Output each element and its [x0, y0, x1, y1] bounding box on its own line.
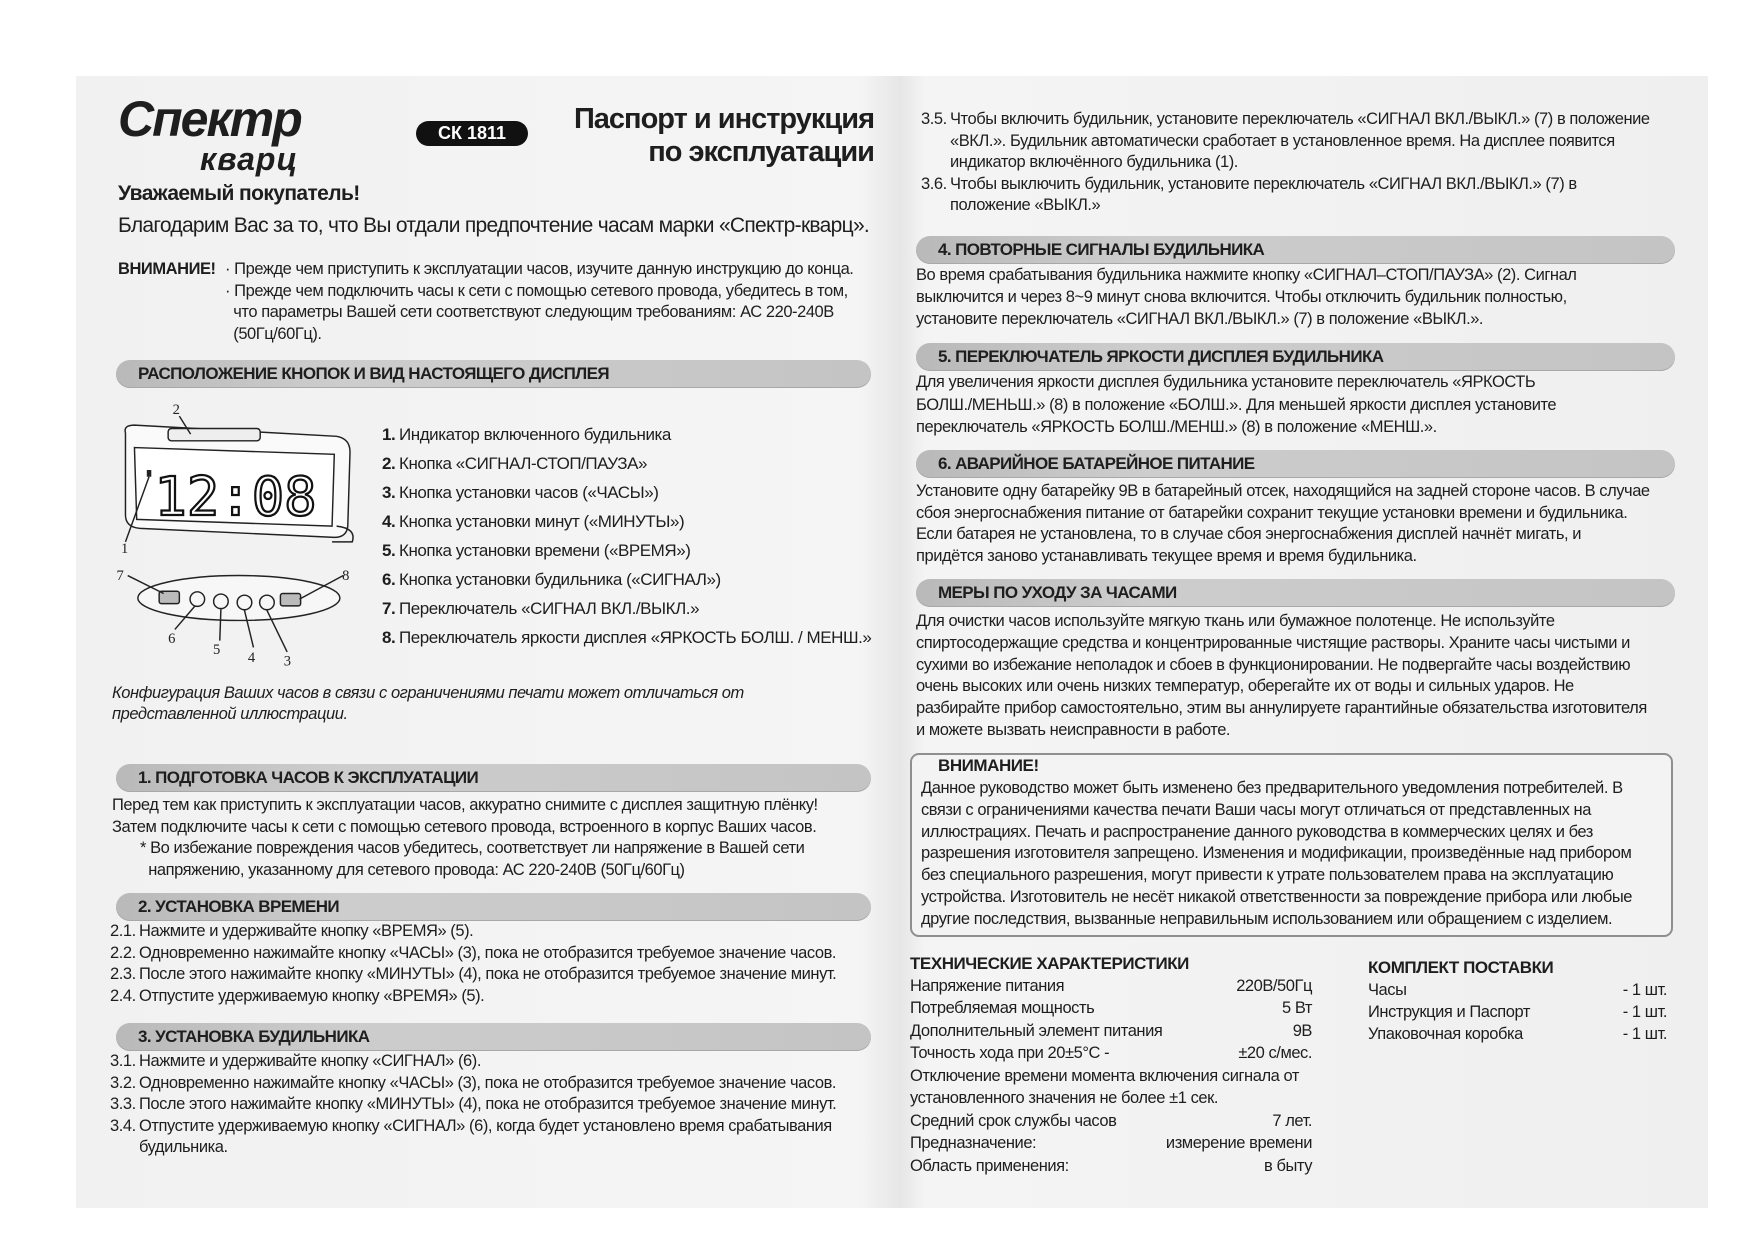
text-line: · Прежде чем приступить к эксплуатации часов, изучите данную инструкцию до конца.: [225, 260, 854, 278]
section-header-care: [916, 579, 1675, 607]
callout-8: 8: [342, 568, 350, 585]
callout-3: 3: [283, 653, 292, 669]
callout-1: 1: [120, 541, 129, 558]
text-line: сбоя энергоснабжения питание от батарейки сохранит текущие установки времени и будильника.: [916, 503, 1628, 522]
text-line: Одновременно нажимайте кнопку «ЧАСЫ» (3), пока не отобразится требуемое значение часов.: [139, 1073, 837, 1092]
item-number: 5.: [382, 541, 396, 560]
section2-steps: [110, 921, 836, 1007]
row-label: Точность хода при 20±5°С -: [910, 1044, 1110, 1062]
text-line: выключится и через 8~9 минут снова включится. Чтобы отключить будильник полностью,: [916, 288, 1567, 306]
text-line: разрешения изготовителя запрещено. Изменения и модификации, произведённые над прибором: [921, 844, 1632, 863]
list-item: [110, 943, 836, 965]
brand-logo-line1: Спектр: [118, 91, 301, 147]
model-badge: СК 1811: [416, 121, 528, 146]
title-line: Паспорт и инструкция: [573, 103, 874, 135]
brand-logo: [118, 91, 301, 177]
list-item: [382, 507, 871, 536]
text-line: (50Гц/60Гц).: [225, 324, 322, 343]
section-title: 5. ПЕРЕКЛЮЧАТЕЛЬ ЯРКОСТИ ДИСПЛЕЯ БУДИЛЬНИКА: [938, 347, 1384, 366]
section3-steps-continued: [921, 109, 1650, 217]
care-text: [916, 611, 1647, 742]
section-title: РАСПОЛОЖЕНИЕ КНОПОК И ВИД НАСТОЯЩЕГО ДИСПЛЕЯ: [138, 364, 609, 383]
callout-2: 2: [172, 401, 180, 418]
table-row: [910, 1110, 1312, 1133]
item-text: Переключатель «СИГНАЛ ВКЛ./ВЫКЛ.»: [399, 599, 700, 618]
row-value: 7 лет.: [1272, 1111, 1312, 1130]
section5-text: [916, 371, 1556, 439]
table-row: [910, 997, 1312, 1020]
row-value: - 1 шт.: [1622, 980, 1667, 999]
row-value: измерение времени: [1165, 1134, 1312, 1152]
brand-logo-line2: кварц: [200, 141, 299, 177]
row-label: Отключение времени момента включения сигнала от: [910, 1066, 1299, 1085]
text-line: Затем подключите часы к сети с помощью сетевого провода, встроенного в корпус Ваших часов.: [112, 817, 817, 836]
text-line: Отпустите удерживаемую кнопку «СИГНАЛ» (6), когда будет установлено время срабатывания: [139, 1116, 832, 1135]
clock-diagram: [112, 399, 359, 669]
callout-7: 7: [116, 568, 124, 585]
row-label: Инструкция и Паспорт: [1368, 1002, 1530, 1021]
item-number: 3.1.: [110, 1052, 136, 1070]
callout-5: 5: [213, 642, 221, 659]
text-line: представленной иллюстрации.: [112, 705, 348, 723]
table-row: [910, 1155, 1312, 1178]
table-row: [910, 1020, 1312, 1043]
text-line: Если батарея не установлена, то в случае сбоя энергоснабжения дисплей начнёт мигать, и: [916, 525, 1582, 543]
kit-title: КОМПЛЕКТ ПОСТАВКИ: [1368, 958, 1554, 977]
section-header-4: [916, 236, 1675, 264]
list-item: [110, 921, 836, 943]
item-number: 8.: [382, 628, 396, 647]
list-item: [382, 449, 871, 478]
section-title: 4. ПОВТОРНЫЕ СИГНАЛЫ БУДИЛЬНИКА: [938, 240, 1265, 259]
callout-6: 6: [168, 630, 176, 647]
item-number: 2.2.: [110, 943, 136, 962]
clock-display-time: 12:08: [154, 464, 317, 528]
item-text: Кнопка установки времени («ВРЕМЯ»): [399, 541, 691, 560]
table-row: [1368, 1001, 1667, 1023]
greeting: Уважаемый покупатель!: [118, 182, 360, 205]
item-number: 4.: [382, 512, 396, 531]
text-line: очень высоких или очень низких температур, оберегайте их от воды и сильных ударов. Не: [916, 677, 1574, 696]
text-line: устройства. Изготовитель не несёт никакой ответственности за повреждение прибора или любые: [921, 887, 1632, 906]
item-text: Переключатель яркости дисплея «ЯРКОСТЬ БОЛШ. / МЕНШ.»: [399, 628, 872, 647]
table-row: [910, 1132, 1312, 1155]
warning-list: [225, 259, 853, 345]
list-item: [110, 1073, 836, 1095]
button-legend: [382, 420, 871, 652]
text-line: Для увеличения яркости дисплея будильника установите переключатель «ЯРКОСТЬ: [916, 373, 1536, 391]
warning-box: [910, 753, 1673, 937]
text-line: напряжению, указанному для сетевого провода: АС 220-240В (50Гц/60Гц): [140, 860, 685, 879]
row-label: установленного значения не более ±1 сек.: [910, 1089, 1219, 1107]
text-line: Одновременно нажимайте кнопку «ЧАСЫ» (3), пока не отобразится требуемое значение часов.: [139, 943, 837, 962]
item-text: Индикатор включенного будильника: [399, 425, 671, 444]
section-title: 2. УСТАНОВКА ВРЕМЕНИ: [138, 897, 340, 916]
table-row: [1368, 979, 1667, 1001]
list-item: [110, 964, 836, 986]
row-label: Средний срок службы часов: [910, 1111, 1117, 1130]
snooze-button-shape: [168, 428, 260, 440]
section1-text: [112, 795, 818, 838]
text-line: спиртосодержащие средства и концентрированные чистящие растворы. Храните часы чистыми и: [916, 633, 1630, 652]
text-line: Нажмите и удерживайте кнопку «ВРЕМЯ» (5).: [139, 922, 474, 940]
text-line: Установите одну батарейку 9В в батарейный отсек, находящийся на задней стороне часов. В случае: [916, 482, 1650, 500]
item-number: 3.: [382, 483, 396, 502]
text-line: иллюстрациях. Печать и распространение данного руководства в коммерческих целях и без: [921, 822, 1593, 841]
text-line: установите переключатель «СИГНАЛ ВКЛ./ВЫКЛ.» (7) в положение «ВЫКЛ.».: [916, 310, 1484, 328]
row-value: 9В: [1292, 1021, 1312, 1040]
item-number: 3.5.: [921, 110, 947, 128]
text-line: разбирайте прибор самостоятельно, этим вы аннулируете гарантийные обязательства изготовителя: [916, 699, 1647, 718]
list-item: [110, 1094, 836, 1116]
list-item: [382, 478, 871, 507]
text-line: БОЛШ./МЕНЬШ.» (8) в положение «БОЛШ.». Для меньшей яркости дисплея установите: [916, 395, 1557, 414]
section4-text: [916, 264, 1577, 330]
list-item: [382, 420, 871, 449]
table-row: [910, 1065, 1312, 1088]
warning-box-text: [921, 778, 1632, 931]
section-header-5: [916, 343, 1675, 371]
alarm-indicator: [147, 470, 151, 477]
text-line: другие последствия, вызванные неправильным использованием или обращением с изделием.: [921, 909, 1613, 928]
text-line: После этого нажимайте кнопку «МИНУТЫ» (4), пока не отобразится требуемое значение минут.: [139, 965, 837, 983]
row-value: 220В/50Гц: [1236, 976, 1312, 995]
item-number: 2.3.: [110, 965, 136, 983]
row-label: Предназначение:: [910, 1134, 1037, 1152]
text-line: Нажмите и удерживайте кнопку «СИГНАЛ» (6).: [139, 1052, 481, 1070]
section6-text: [916, 481, 1650, 567]
section-header-1: [116, 764, 871, 792]
section-header-3: [116, 1023, 871, 1051]
item-text: Кнопка «СИГНАЛ-СТОП/ПАУЗА»: [399, 454, 647, 473]
section1-note: [140, 838, 804, 881]
text-line: Во время срабатывания будильника нажмите кнопку «СИГНАЛ–СТОП/ПАУЗА» (2). Сигнал: [916, 266, 1577, 284]
text-line: «ВКЛ.». Будильник автоматически сработает в установленное время. На дисплее появится: [950, 131, 1615, 150]
text-line: будильника.: [139, 1138, 228, 1156]
section-header-6: [916, 450, 1675, 478]
list-item: [921, 174, 1650, 217]
item-number: 2.4.: [110, 986, 136, 1005]
text-line: положение «ВЫКЛ.»: [950, 196, 1101, 214]
document-title: [574, 103, 874, 169]
text-line: что параметры Вашей сети соответствуют следующим требованиям: АС 220-240В: [225, 303, 834, 321]
warning-box-label: ВНИМАНИЕ!: [938, 756, 1039, 775]
row-label: Напряжение питания: [910, 976, 1065, 995]
text-line: Для очистки часов используйте мягкую ткань или бумажное полотенце. Не используйте: [916, 612, 1555, 630]
row-value: в быту: [1264, 1156, 1312, 1175]
item-number: 7.: [382, 599, 396, 618]
table-row: [910, 1087, 1312, 1110]
text-line: После этого нажимайте кнопку «МИНУТЫ» (4), пока не отобразится требуемое значение минут.: [139, 1095, 837, 1113]
specs-rows: [910, 975, 1312, 1178]
text-line: Чтобы включить будильник, установите переключатель «СИГНАЛ ВКЛ./ВЫКЛ.» (7) в положение: [950, 110, 1650, 128]
item-number: 3.2.: [110, 1073, 136, 1092]
row-value: ±20 с/мес.: [1238, 1044, 1312, 1062]
item-number: 3.3.: [110, 1095, 136, 1113]
specs-table: [910, 953, 1312, 1177]
item-number: 3.6.: [921, 174, 947, 193]
callout-4: 4: [247, 649, 256, 666]
kit-table: [1368, 957, 1667, 1045]
section-header-layout: [116, 360, 871, 388]
list-item: [382, 623, 871, 652]
text-line: сухими во избежание неполадок и сбоев в функционировании. Не подвергайте часы воздействию: [916, 655, 1631, 674]
text-line: индикатор включённого будильника (1).: [950, 153, 1238, 171]
text-line: Чтобы выключить будильник, установите переключатель «СИГНАЛ ВКЛ./ВЫКЛ.» (7) в: [950, 174, 1577, 193]
section-title: 6. АВАРИЙНОЕ БАТАРЕЙНОЕ ПИТАНИЕ: [938, 454, 1255, 473]
row-value: 5 Вт: [1282, 999, 1312, 1017]
item-number: 2.: [382, 454, 396, 473]
table-row: [910, 975, 1312, 998]
list-item: [382, 536, 871, 565]
thanks-text: Благодарим Вас за то, что Вы отдали предпочтение часам марки «Спектр-кварц».: [118, 214, 870, 237]
item-number: 6.: [382, 570, 396, 589]
row-value: - 1 шт.: [1622, 1024, 1667, 1043]
list-item: [110, 1116, 836, 1159]
row-label: Упаковочная коробка: [1368, 1024, 1523, 1043]
row-label: Потребляемая мощность: [910, 999, 1095, 1017]
section-title: 1. ПОДГОТОВКА ЧАСОВ К ЭКСПЛУАТАЦИИ: [138, 768, 479, 787]
item-text: Кнопка установки минут («МИНУТЫ»): [399, 512, 685, 531]
section3-steps: [110, 1051, 836, 1159]
text-line: и можете вызвать неисправности в работе.: [916, 720, 1231, 739]
row-label: Часы: [1368, 980, 1407, 999]
text-line: переключатель «ЯРКОСТЬ БОЛШ./МЕНШ.» (8) в положение «МЕНШ.».: [916, 418, 1437, 436]
list-item: [110, 986, 836, 1008]
list-item: [382, 565, 871, 594]
item-number: 1.: [382, 425, 396, 444]
list-item: [382, 594, 871, 623]
section-title: 3. УСТАНОВКА БУДИЛЬНИКА: [138, 1027, 370, 1046]
row-label: Область применения:: [910, 1156, 1069, 1175]
row-value: - 1 шт.: [1622, 1002, 1667, 1021]
item-text: Кнопка установки часов («ЧАСЫ»): [399, 483, 659, 502]
illustration-note: [112, 683, 744, 725]
item-number: 3.4.: [110, 1116, 136, 1135]
brightness-switch-shape: [280, 594, 300, 606]
text-line: связи с ограничениями качества печати Ваши часы могут отличаться от представленных на: [921, 800, 1591, 819]
text-line: придётся заново устанавливать текущее время и время будильника.: [916, 546, 1417, 565]
text-line: Данное руководство может быть изменено без предварительного уведомления потребителей. В: [921, 779, 1623, 797]
section-header-2: [116, 893, 871, 921]
title-line: по эксплуатации: [648, 136, 874, 168]
text-line: * Во избежание повреждения часов убедитесь, соответствует ли напряжение в Вашей сети: [140, 839, 805, 857]
section-title: МЕРЫ ПО УХОДУ ЗА ЧАСАМИ: [938, 583, 1177, 602]
text-line: Конфигурация Ваших часов в связи с ограничениями печати может отличаться от: [112, 684, 744, 702]
warning-label: ВНИМАНИЕ!: [118, 260, 216, 278]
text-line: без специального разрешения, могут привести к утрате пользователем права на эксплуатацию: [921, 866, 1614, 885]
item-number: 2.1.: [110, 922, 136, 940]
text-line: Перед тем как приступить к эксплуатации часов, аккуратно снимите с дисплея защитную плёнку!: [112, 796, 818, 814]
row-label: Дополнительный элемент питания: [910, 1021, 1163, 1040]
kit-rows: [1368, 979, 1667, 1045]
list-item: [110, 1051, 836, 1073]
text-line: · Прежде чем подключить часы к сети с помощью сетевого провода, убедитесь в том,: [225, 281, 848, 300]
list-item: [921, 109, 1650, 174]
item-text: Кнопка установки будильника («СИГНАЛ»): [399, 570, 721, 589]
text-line: Отпустите удерживаемую кнопку «ВРЕМЯ» (5).: [139, 986, 485, 1005]
specs-title: ТЕХНИЧЕСКИЕ ХАРАКТЕРИСТИКИ: [910, 954, 1189, 973]
table-row: [1368, 1023, 1667, 1045]
table-row: [910, 1042, 1312, 1065]
